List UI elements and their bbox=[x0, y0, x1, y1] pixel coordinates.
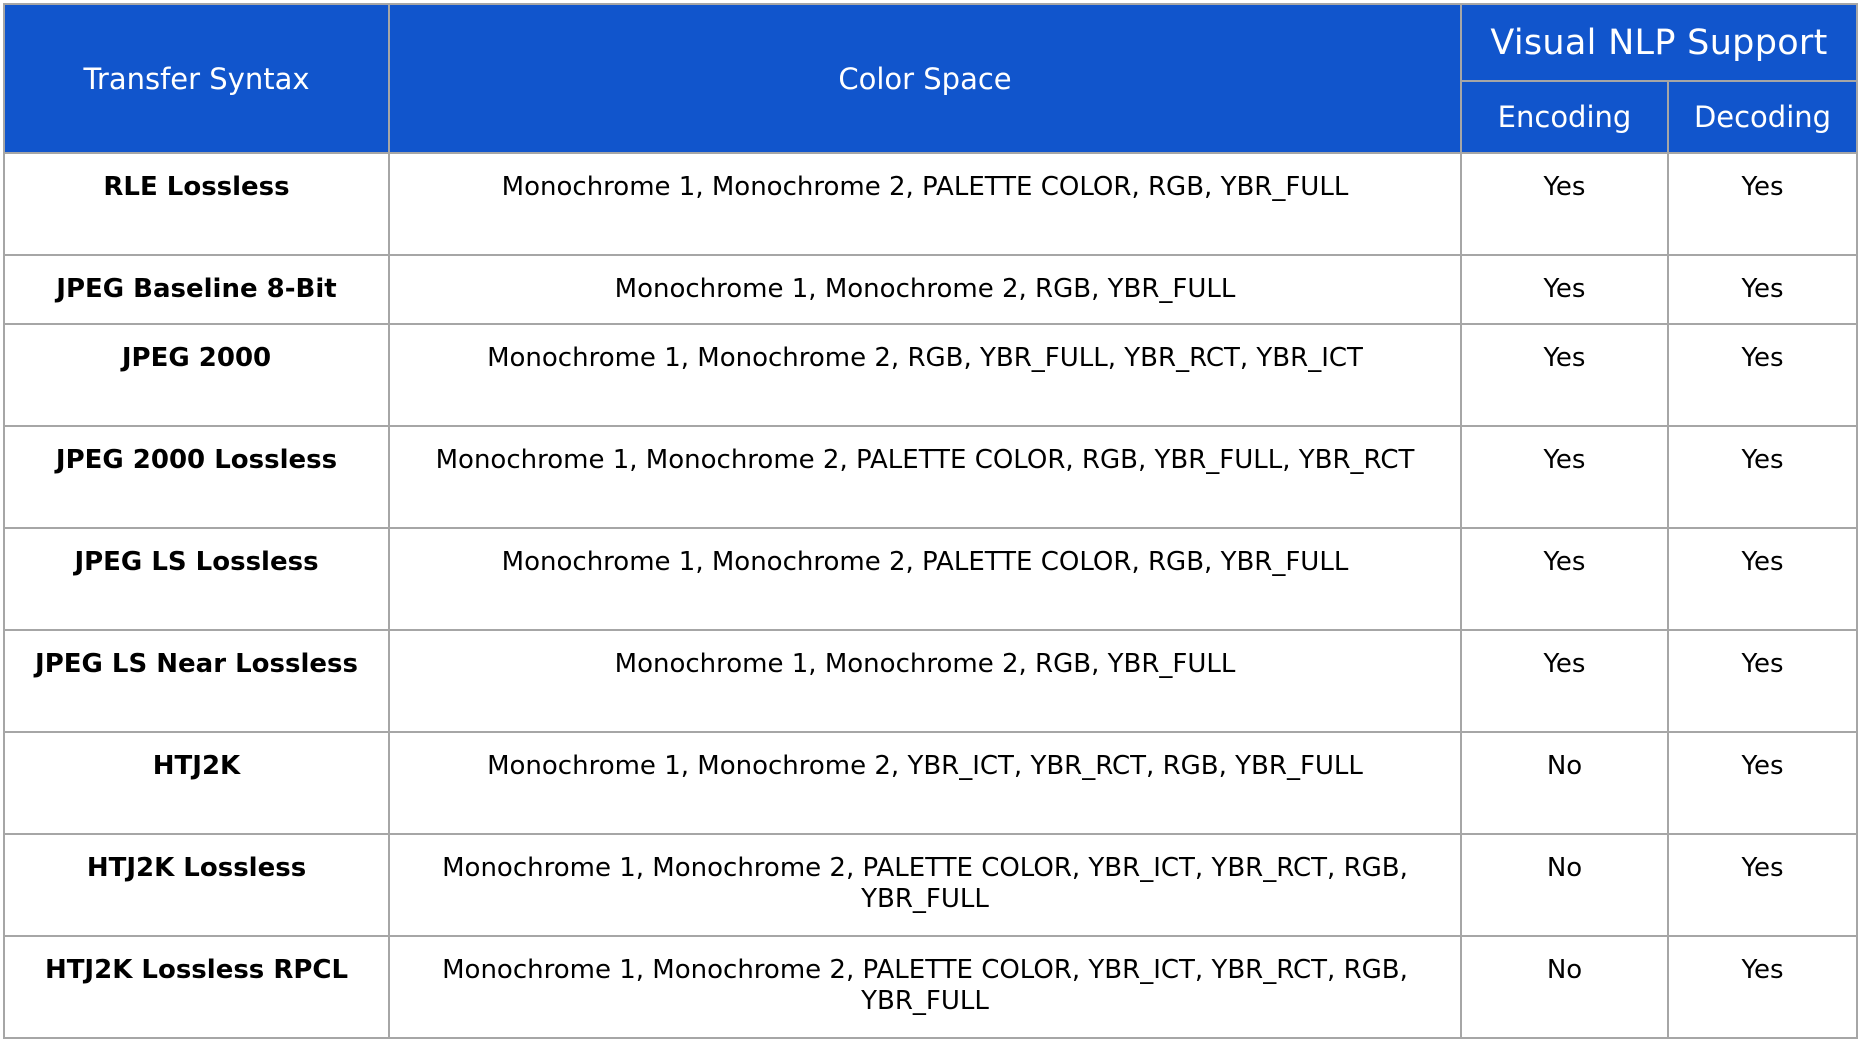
color-space-cell: Monochrome 1, Monochrome 2, RGB, YBR_FULL bbox=[389, 630, 1461, 732]
support-table-container bbox=[3, 3, 1858, 1039]
transfer-syntax-cell: RLE Lossless bbox=[4, 153, 389, 255]
decoding-cell: Yes bbox=[1668, 324, 1857, 426]
decoding-cell: Yes bbox=[1668, 153, 1857, 255]
color-space-cell: Monochrome 1, Monochrome 2, PALETTE COLOR, RGB, YBR_FULL, YBR_RCT bbox=[389, 426, 1461, 528]
transfer-syntax-table bbox=[3, 3, 1858, 1039]
decoding-cell: Yes bbox=[1668, 732, 1857, 834]
table-row bbox=[4, 936, 1857, 1038]
header-decoding: Decoding bbox=[1668, 81, 1857, 153]
encoding-cell: Yes bbox=[1461, 426, 1668, 528]
transfer-syntax-cell: HTJ2K bbox=[4, 732, 389, 834]
encoding-cell: Yes bbox=[1461, 528, 1668, 630]
table-row bbox=[4, 630, 1857, 732]
table-row bbox=[4, 528, 1857, 630]
decoding-cell: Yes bbox=[1668, 936, 1857, 1038]
color-space-cell: Monochrome 1, Monochrome 2, YBR_ICT, YBR_RCT, RGB, YBR_FULL bbox=[389, 732, 1461, 834]
transfer-syntax-cell: JPEG LS Near Lossless bbox=[4, 630, 389, 732]
table-body bbox=[4, 153, 1857, 1038]
transfer-syntax-cell: JPEG 2000 Lossless bbox=[4, 426, 389, 528]
color-space-cell: Monochrome 1, Monochrome 2, RGB, YBR_FULL bbox=[389, 255, 1461, 324]
decoding-cell: Yes bbox=[1668, 528, 1857, 630]
encoding-cell: No bbox=[1461, 732, 1668, 834]
header-color-space: Color Space bbox=[389, 4, 1461, 153]
decoding-cell: Yes bbox=[1668, 630, 1857, 732]
color-space-cell: Monochrome 1, Monochrome 2, PALETTE COLOR, RGB, YBR_FULL bbox=[389, 528, 1461, 630]
table-row bbox=[4, 834, 1857, 936]
table-row bbox=[4, 324, 1857, 426]
header-encoding: Encoding bbox=[1461, 81, 1668, 153]
color-space-cell: Monochrome 1, Monochrome 2, PALETTE COLOR, YBR_ICT, YBR_RCT, RGB, YBR_FULL bbox=[389, 834, 1461, 936]
transfer-syntax-cell: JPEG 2000 bbox=[4, 324, 389, 426]
encoding-cell: No bbox=[1461, 936, 1668, 1038]
transfer-syntax-cell: JPEG LS Lossless bbox=[4, 528, 389, 630]
encoding-cell: Yes bbox=[1461, 324, 1668, 426]
decoding-cell: Yes bbox=[1668, 255, 1857, 324]
decoding-cell: Yes bbox=[1668, 426, 1857, 528]
encoding-cell: No bbox=[1461, 834, 1668, 936]
transfer-syntax-cell: HTJ2K Lossless bbox=[4, 834, 389, 936]
table-header bbox=[4, 4, 1857, 153]
encoding-cell: Yes bbox=[1461, 153, 1668, 255]
transfer-syntax-cell: HTJ2K Lossless RPCL bbox=[4, 936, 389, 1038]
encoding-cell: Yes bbox=[1461, 255, 1668, 324]
table-row bbox=[4, 153, 1857, 255]
color-space-cell: Monochrome 1, Monochrome 2, PALETTE COLOR, YBR_ICT, YBR_RCT, RGB, YBR_FULL bbox=[389, 936, 1461, 1038]
table-row bbox=[4, 732, 1857, 834]
encoding-cell: Yes bbox=[1461, 630, 1668, 732]
decoding-cell: Yes bbox=[1668, 834, 1857, 936]
table-row bbox=[4, 255, 1857, 324]
header-visual-nlp-support: Visual NLP Support bbox=[1461, 4, 1857, 81]
header-transfer-syntax: Transfer Syntax bbox=[4, 4, 389, 153]
color-space-cell: Monochrome 1, Monochrome 2, PALETTE COLOR, RGB, YBR_FULL bbox=[389, 153, 1461, 255]
transfer-syntax-cell: JPEG Baseline 8-Bit bbox=[4, 255, 389, 324]
color-space-cell: Monochrome 1, Monochrome 2, RGB, YBR_FULL, YBR_RCT, YBR_ICT bbox=[389, 324, 1461, 426]
table-row bbox=[4, 426, 1857, 528]
